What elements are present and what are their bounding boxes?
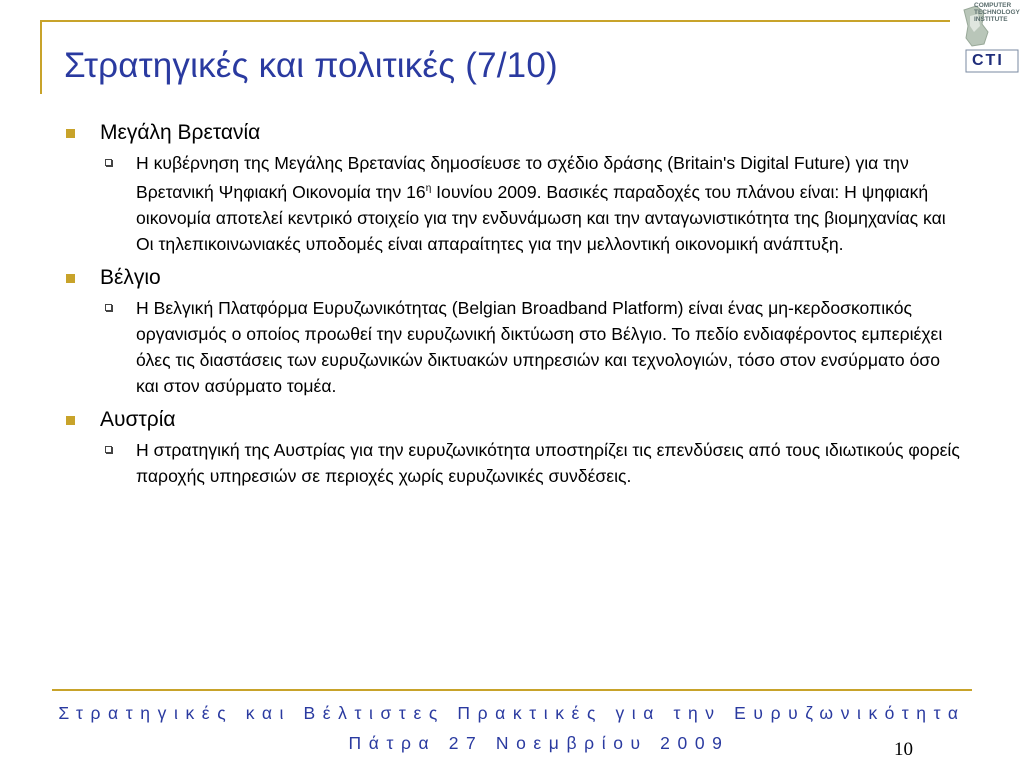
section-heading-label: Βέλγιο: [100, 265, 161, 289]
section-body-text: Η κυβέρνηση της Μεγάλης Βρετανίας δημοσίευσε το σχέδιο δράσης (Britain's Digital Future) για την Βρετανική Ψηφιακή Οικονομία την 16: [136, 153, 909, 202]
page-number: 10: [894, 739, 913, 760]
logo-acronym: CTI: [972, 52, 1004, 69]
hollow-square-bullet-icon: [105, 304, 112, 311]
section-heading-uk: [64, 118, 964, 148]
hollow-square-bullet-icon: [105, 446, 112, 453]
square-bullet-icon: [66, 274, 75, 283]
slide-title: Στρατηγικές και πολιτικές (7/10): [64, 46, 558, 85]
section-heading-belgium: [64, 263, 964, 293]
section-body-belgium: [64, 295, 964, 399]
square-bullet-icon: [66, 416, 75, 425]
section-body-uk: [64, 150, 964, 257]
footer-date: Πάτρα 27 Νοεμβρίου 2009: [348, 733, 730, 753]
superscript-text: η: [425, 183, 432, 194]
section-body-text: Η Βελγική Πλατφόρμα Ευρυζωνικότητας (Belgian Broadband Platform) είναι ένας μη-κερδοσκοπικός οργανισμός ο οποίος προωθεί την ευρυζωνική δικτύωση στο Βέλγιο. Το πεδίο ενδιαφέροντος εμπεριέχει όλες τις διαστάσεις των ευρυζωνικών δικτυακών υπηρεσιών και τεχνολογιών, τόσο στον ενσύρματο όσο και στον ασύρματο τομέα.: [136, 297, 943, 396]
title-accent-horizontal-line: [40, 20, 950, 22]
logo-caption-line-2: TECHNOLOGY: [974, 9, 1020, 16]
logo-caption-line-3: INSTITUTE: [974, 16, 1008, 23]
slide-content: [64, 118, 964, 495]
square-bullet-icon: [66, 129, 75, 138]
logo-caption-line-1: COMPUTER: [974, 2, 1012, 9]
section-body-text: Η στρατηγική της Αυστρίας για την ευρυζωνικότητα υποστηρίζει τις επενδύσεις από τους ιδιωτικούς φορείς παροχής υπηρεσιών σε περιοχές χωρίς ευρυζωνικές συνδέσεις.: [136, 439, 960, 486]
footer-divider: [52, 689, 972, 691]
section-body-text-cont: Ιουνίου 2009. Βασικές παραδοχές του πλάνου είναι: Η ψηφιακή οικονομία αποτελεί κεντρικό στοιχείο για την ενδυνάμωση και την ανταγωνιστικότητα της βιομηχανίας και Οι τηλεπικοινωνιακές υποδομές είναι απαραίτητες για την μελλοντική οικονομική ανάπτυξη.: [136, 181, 946, 254]
hollow-square-bullet-icon: [105, 159, 112, 166]
logo-caption: [974, 2, 1020, 23]
section-heading-label: Μεγάλη Βρετανία: [100, 121, 261, 144]
footer-title: Στρατηγικές και Βέλτιστες Πρακτικές για την Ευρυζωνικότητα: [58, 703, 966, 723]
title-accent-vertical-line: [40, 20, 42, 94]
section-body-austria: [64, 437, 964, 489]
section-heading-austria: [64, 405, 964, 435]
section-heading-label: Αυστρία: [100, 407, 176, 431]
